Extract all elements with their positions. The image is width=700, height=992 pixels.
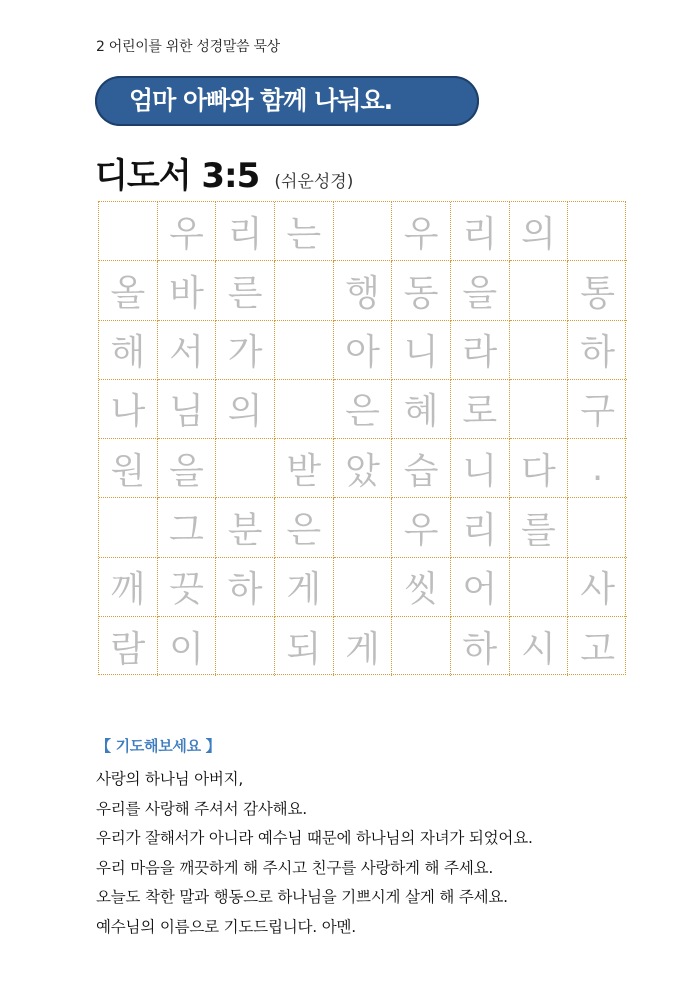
- grid-cell: 나: [99, 380, 158, 439]
- prayer-text: [96, 765, 533, 943]
- grid-cell: 은: [334, 380, 393, 439]
- grid-cell: 해: [99, 321, 158, 380]
- grid-cell: 로: [451, 380, 510, 439]
- grid-cell: 시: [510, 617, 569, 676]
- grid-cell: 그: [158, 498, 217, 557]
- grid-cell: 의: [216, 380, 275, 439]
- grid-cell: 리: [451, 498, 510, 557]
- grid-cell: 라: [451, 321, 510, 380]
- grid-cell: .: [568, 439, 627, 498]
- grid-cell: 우: [158, 202, 217, 261]
- prayer-line: 오늘도 착한 말과 행동으로 하나님을 기쁘시게 살게 해 주세요.: [96, 888, 508, 907]
- grid-cell: 니: [392, 321, 451, 380]
- grid-cell: 구: [568, 380, 627, 439]
- grid-cell: 깨: [99, 558, 158, 617]
- grid-cell: [568, 498, 627, 557]
- grid-cell: [334, 558, 393, 617]
- tracing-grid: [98, 201, 626, 675]
- grid-cell: 원: [99, 439, 158, 498]
- grid-cell: 분: [216, 498, 275, 557]
- page-header: 2 어린이를 위한 성경말씀 묵상: [96, 39, 280, 55]
- grid-cell: [510, 558, 569, 617]
- grid-cell: 를: [510, 498, 569, 557]
- grid-cell: [510, 321, 569, 380]
- grid-cell: 끗: [158, 558, 217, 617]
- grid-cell: 은: [275, 498, 334, 557]
- grid-cell: 행: [334, 261, 393, 320]
- grid-cell: 어: [451, 558, 510, 617]
- grid-cell: [99, 202, 158, 261]
- grid-cell: 되: [275, 617, 334, 676]
- grid-cell: 았: [334, 439, 393, 498]
- grid-cell: 하: [451, 617, 510, 676]
- grid-cell: 을: [158, 439, 217, 498]
- grid-cell: [568, 202, 627, 261]
- grid-cell: 님: [158, 380, 217, 439]
- grid-cell: 통: [568, 261, 627, 320]
- grid-cell: 이: [158, 617, 217, 676]
- grid-cell: 는: [275, 202, 334, 261]
- prayer-line: 우리가 잘해서가 아니라 예수님 때문에 하나님의 자녀가 되었어요.: [96, 829, 533, 848]
- grid-cell: 람: [99, 617, 158, 676]
- grid-cell: [99, 498, 158, 557]
- grid-cell: 사: [568, 558, 627, 617]
- prayer-line: 예수님의 이름으로 기도드립니다. 아멘.: [96, 917, 357, 936]
- grid-cell: 을: [451, 261, 510, 320]
- grid-cell: [510, 380, 569, 439]
- grid-cell: [334, 202, 393, 261]
- grid-cell: [275, 380, 334, 439]
- grid-cell: 리: [216, 202, 275, 261]
- grid-cell: [216, 439, 275, 498]
- grid-cell: [275, 321, 334, 380]
- grid-cell: 고: [580, 628, 615, 670]
- grid-cell: 니: [451, 439, 510, 498]
- grid-cell: 올: [99, 261, 158, 320]
- grid-cell: 게: [334, 617, 393, 676]
- verse-reference: 디도서 3:5: [95, 156, 260, 196]
- prayer-heading: 【 기도해보세요 】: [96, 737, 221, 755]
- verse-version: (쉬운성경): [274, 172, 354, 192]
- grid-cell: 하: [216, 558, 275, 617]
- grid-cell: [392, 617, 451, 676]
- grid-cell: 동: [392, 261, 451, 320]
- grid-cell: 받: [275, 439, 334, 498]
- prayer-line: 우리 마음을 깨끗하게 해 주시고 친구를 사랑하게 해 주세요.: [96, 858, 494, 877]
- grid-cell: 우: [392, 202, 451, 261]
- grid-cell: 혜: [392, 380, 451, 439]
- grid-cell: 가: [216, 321, 275, 380]
- grid-cell: [334, 498, 393, 557]
- grid-cell: 바: [158, 261, 217, 320]
- prayer-line: 우리를 사랑해 주셔서 감사해요.: [96, 799, 307, 818]
- verse-title: [95, 148, 353, 197]
- grid-cell: [216, 617, 275, 676]
- grid-cell: 씻: [392, 558, 451, 617]
- grid-cell: 게: [275, 558, 334, 617]
- prayer-line: 사랑의 하나님 아버지,: [96, 770, 244, 788]
- section-banner: 엄마 아빠와 함께 나눠요.: [95, 76, 479, 126]
- grid-cell: 다: [510, 439, 569, 498]
- grid-cell: 하: [568, 321, 627, 380]
- grid-cell: [275, 261, 334, 320]
- grid-cell: 습: [392, 439, 451, 498]
- grid-cell: 리: [451, 202, 510, 261]
- grid-cell: 우: [392, 498, 451, 557]
- grid-cell: 서: [158, 321, 217, 380]
- grid-cell: [510, 261, 569, 320]
- grid-cell: 른: [216, 261, 275, 320]
- grid-cell: 아: [334, 321, 393, 380]
- grid-cell: 의: [510, 202, 569, 261]
